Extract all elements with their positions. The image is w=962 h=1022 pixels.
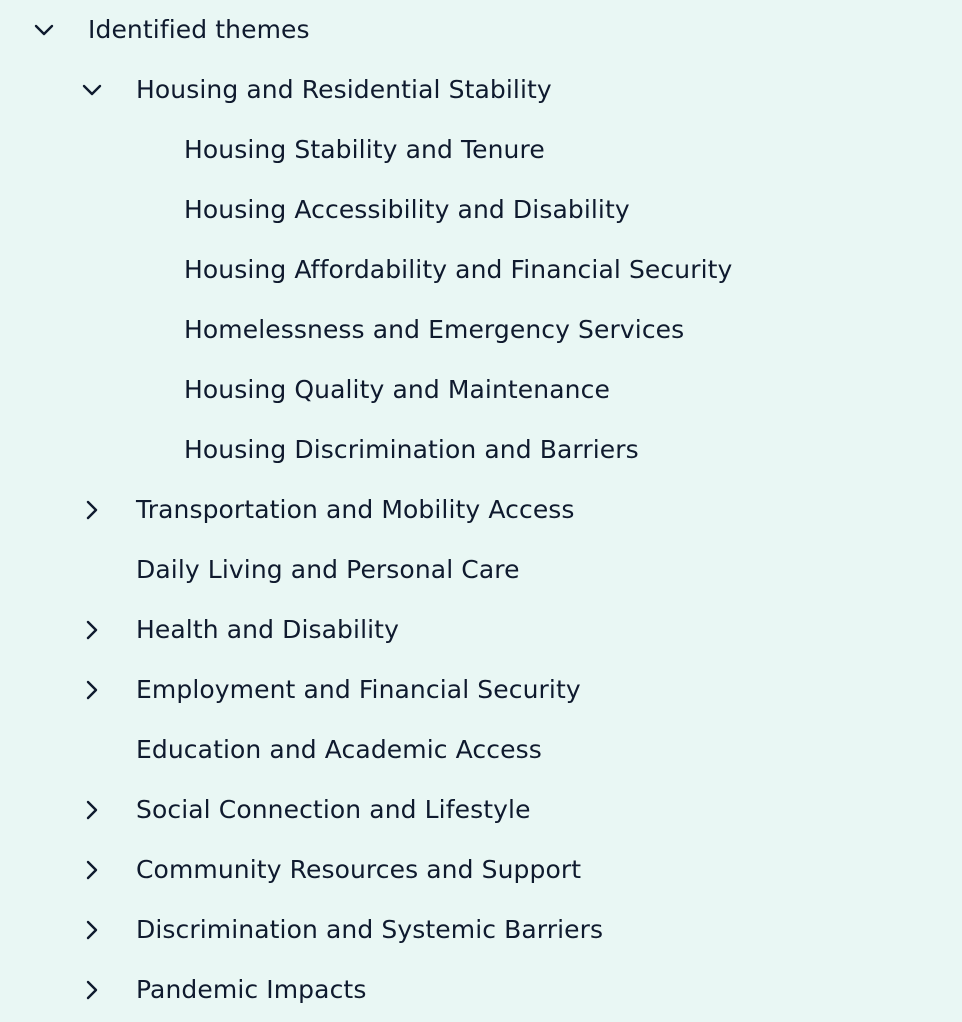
chevron-right-icon[interactable]	[76, 600, 108, 660]
tree-node-housing-and-residential-stability[interactable]	[0, 60, 962, 120]
tree-leaf-housing-accessibility-and-disability[interactable]	[0, 180, 962, 240]
tree-node-label: Employment and Financial Security	[136, 675, 581, 704]
tree-leaf-housing-affordability-and-financial-security[interactable]	[0, 240, 962, 300]
tree-leaf-housing-stability-and-tenure[interactable]	[0, 120, 962, 180]
tree-node-label: Pandemic Impacts	[136, 975, 367, 1004]
tree-node-label: Discrimination and Systemic Barriers	[136, 915, 604, 944]
tree-node-health-and-disability[interactable]	[0, 600, 962, 660]
tree-node-label: Education and Academic Access	[136, 735, 542, 764]
tree-node-label: Housing Accessibility and Disability	[184, 195, 630, 224]
tree-node-label: Housing and Residential Stability	[136, 75, 552, 104]
tree-node-label: Housing Affordability and Financial Security	[184, 255, 733, 284]
chevron-right-icon[interactable]	[76, 480, 108, 540]
tree-node-label: Social Connection and Lifestyle	[136, 795, 531, 824]
tree-node-label: Housing Stability and Tenure	[184, 135, 545, 164]
tree-node-identified-themes[interactable]	[0, 0, 962, 60]
chevron-right-icon[interactable]	[76, 960, 108, 1020]
tree-leaf-homelessness-and-emergency-services[interactable]	[0, 300, 962, 360]
tree-node-label: Homelessness and Emergency Services	[184, 315, 685, 344]
tree-node-label: Housing Discrimination and Barriers	[184, 435, 639, 464]
tree-node-social-connection-and-lifestyle[interactable]	[0, 780, 962, 840]
tree-node-label: Community Resources and Support	[136, 855, 582, 884]
tree-node-label: Transportation and Mobility Access	[136, 495, 575, 524]
tree-leaf-housing-discrimination-and-barriers[interactable]	[0, 420, 962, 480]
chevron-right-icon[interactable]	[76, 780, 108, 840]
tree-node-employment-and-financial-security[interactable]	[0, 660, 962, 720]
tree-node-label: Identified themes	[88, 15, 310, 44]
tree-node-pandemic-impacts[interactable]	[0, 960, 962, 1020]
tree-leaf-education-and-academic-access[interactable]	[0, 720, 962, 780]
tree-node-community-resources-and-support[interactable]	[0, 840, 962, 900]
tree-node-discrimination-and-systemic-barriers[interactable]	[0, 900, 962, 960]
tree-node-label: Health and Disability	[136, 615, 399, 644]
tree-leaf-housing-quality-and-maintenance[interactable]	[0, 360, 962, 420]
chevron-down-icon[interactable]	[28, 0, 60, 60]
tree-node-label: Housing Quality and Maintenance	[184, 375, 610, 404]
chevron-right-icon[interactable]	[76, 660, 108, 720]
chevron-right-icon[interactable]	[76, 900, 108, 960]
tree-node-label: Daily Living and Personal Care	[136, 555, 520, 584]
tree-leaf-daily-living-and-personal-care[interactable]	[0, 540, 962, 600]
chevron-right-icon[interactable]	[76, 840, 108, 900]
tree-node-transportation-and-mobility-access[interactable]	[0, 480, 962, 540]
chevron-down-icon[interactable]	[76, 60, 108, 120]
